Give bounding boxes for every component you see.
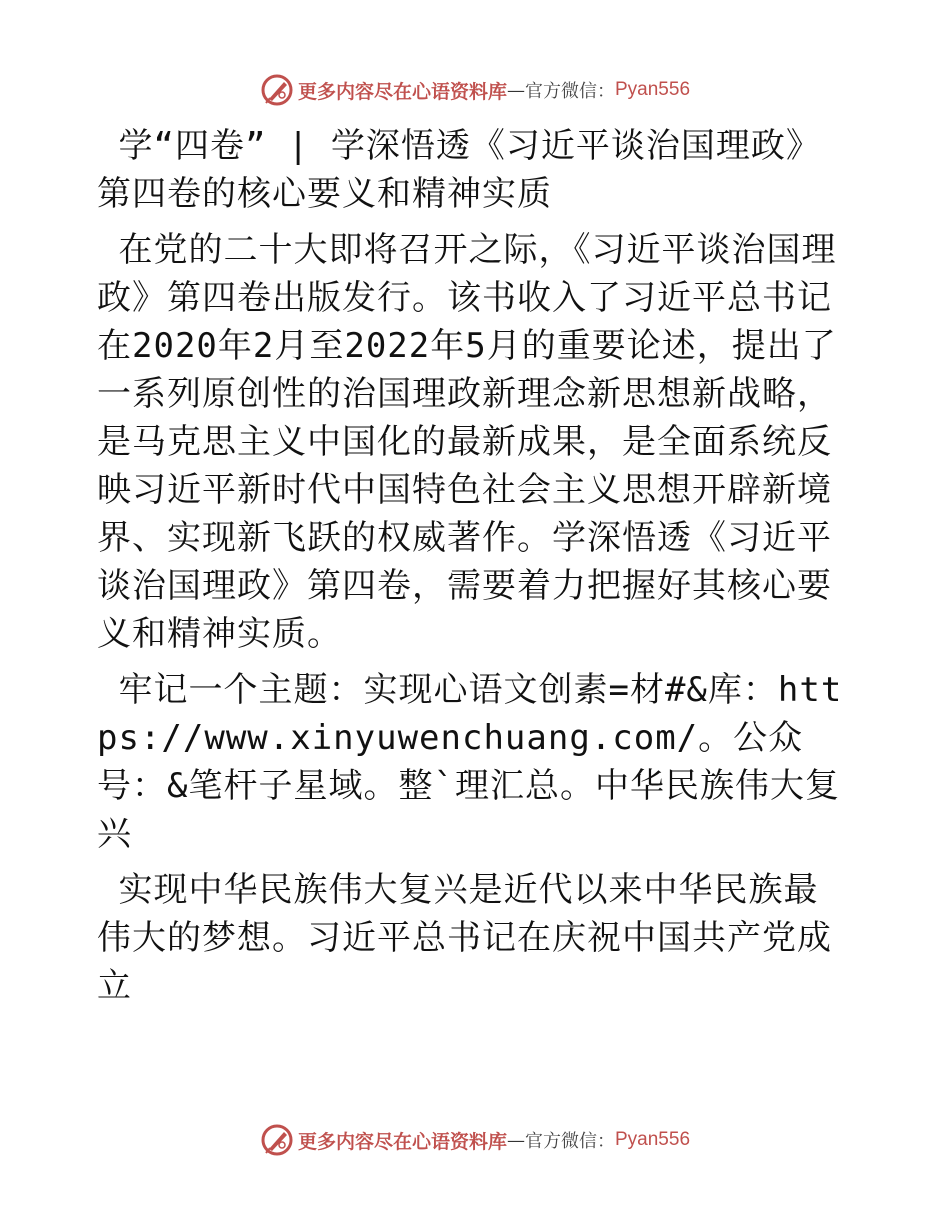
quill-seal-logo-icon	[260, 73, 294, 107]
document-body	[97, 122, 849, 1018]
banner-wechat-id: Pyan556	[615, 79, 691, 100]
document-title: 学“四卷” | 学深悟透《习近平谈治国理政》第四卷的核心要义和精神实质	[97, 126, 821, 214]
header-banner	[0, 70, 950, 110]
banner-wechat-label: 官方微信：	[525, 81, 615, 102]
quill-seal-logo-icon	[260, 1123, 294, 1157]
paragraph-theme: 牢记一个主题：实现心语文创素=材#&库：https://www.xinyuwenchuang.com/。公众号：&笔杆子星域。整`理汇总。中华民族伟大复兴	[97, 670, 843, 854]
banner-dash: —	[507, 79, 525, 101]
banner-dash: —	[507, 1129, 525, 1151]
paragraph-rejuvenation: 实现中华民族伟大复兴是近代以来中华民族最伟大的梦想。习近平总书记在庆祝中国共产党成立	[97, 870, 832, 1006]
banner-main-text: 更多内容尽在心语资料库	[297, 80, 507, 103]
paragraph-intro: 在党的二十大即将召开之际，《习近平谈治国理政》第四卷出版发行。该书收入了习近平总书记在2020年2月至2022年5月的重要论述，提出了一系列原创性的治国理政新理念新思想新战略，是马克思主义中国化的最新成果，是全面系统反映习近平新时代中国特色社会主义思想开辟新境界、实现新飞跃的权威著作。学深悟透《习近平谈治国理政》第四卷，需要着力把握好其核心要义和精神实质。	[97, 230, 837, 654]
banner-main-text: 更多内容尽在心语资料库	[297, 1130, 507, 1153]
footer-banner	[0, 1120, 950, 1160]
banner-wechat-label: 官方微信：	[525, 1131, 615, 1152]
banner-wechat-id: Pyan556	[615, 1129, 691, 1150]
